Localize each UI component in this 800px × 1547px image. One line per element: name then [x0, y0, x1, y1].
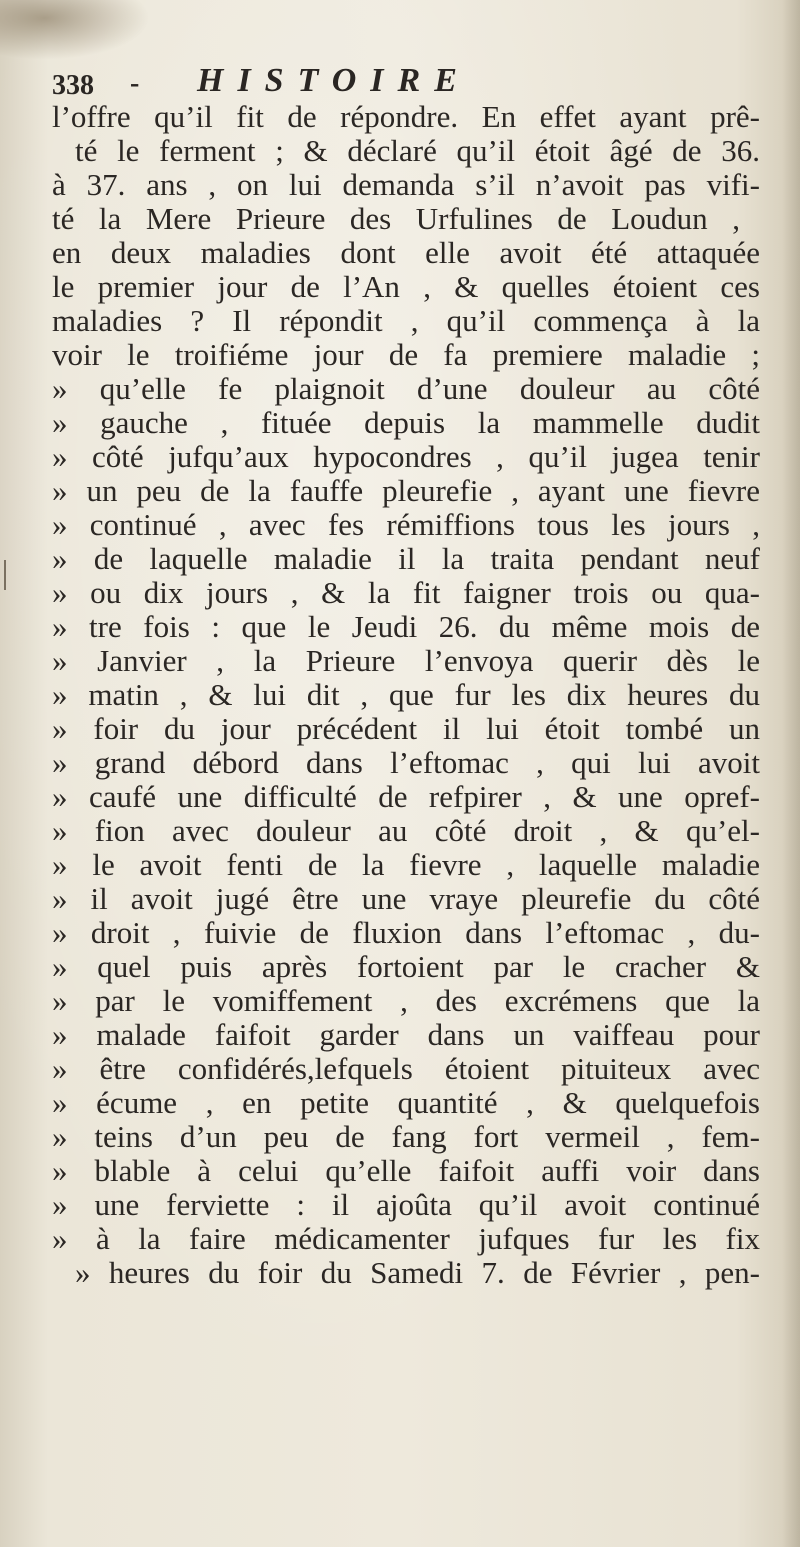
text-line: » par le vomiffement , des excrémens que la: [52, 983, 760, 1018]
header-dash: -: [130, 68, 140, 99]
text-line: » gauche , fituée depuis la mammelle dudit: [52, 405, 760, 440]
margin-mark: [4, 560, 6, 590]
text-line: » le avoit fenti de la fievre , laquelle maladie: [52, 847, 760, 882]
running-title: HISTOIRE: [197, 62, 471, 99]
text-line: » matin , & lui dit , que fur les dix heures du: [52, 677, 760, 712]
text-line: » il avoit jugé être une vraye pleurefie du côté: [52, 881, 760, 916]
text-line: té le ferment ; & déclaré qu’il étoit âgé de 36.: [75, 133, 760, 168]
text-line: » qu’elle fe plaignoit d’une douleur au côté: [52, 371, 760, 406]
text-line: l’offre qu’il fit de répondre. En effet ayant prê-: [52, 99, 760, 134]
text-line: » grand débord dans l’eftomac , qui lui avoit: [52, 745, 760, 780]
page-edge-shadow: [782, 0, 800, 1547]
text-line: » de laquelle maladie il la traita pendant neuf: [52, 541, 760, 576]
text-line: le premier jour de l’An , & quelles étoient ces: [52, 269, 760, 304]
text-line: » fion avec douleur au côté droit , & qu’el-: [52, 813, 760, 848]
text-line: à 37. ans , on lui demanda s’il n’avoit pas vifi-: [52, 167, 760, 202]
text-line: » ou dix jours , & la fit faigner trois ou qua-: [52, 575, 760, 610]
text-line: » malade faifoit garder dans un vaiffeau pour: [52, 1017, 760, 1052]
text-line: » continué , avec fes rémiffions tous les jours ,: [52, 507, 760, 542]
text-line: » Janvier , la Prieure l’envoya querir dès le: [52, 643, 760, 678]
text-line: » heures du foir du Samedi 7. de Février , pen-: [75, 1255, 760, 1290]
text-line: » foir du jour précédent il lui étoit tombé un: [52, 711, 760, 746]
page-number: 338: [52, 70, 94, 101]
text-line: » côté jufqu’aux hypocondres , qu’il jugea tenir: [52, 439, 760, 474]
text-line: maladies ? Il répondit , qu’il commença à la: [52, 303, 760, 338]
text-line: en deux maladies dont elle avoit été attaquée: [52, 235, 760, 270]
text-line: té la Mere Prieure des Urfulines de Loudun ,: [52, 201, 740, 236]
text-line: » à la faire médicamenter jufques fur les fix: [52, 1221, 760, 1256]
text-line: » écume , en petite quantité , & quelquefois: [52, 1085, 760, 1120]
text-line: » caufé une difficulté de refpirer , & une opref-: [52, 779, 760, 814]
text-line: » droit , fuivie de fluxion dans l’eftomac , du-: [52, 915, 760, 950]
text-line: » blable à celui qu’elle faifoit auffi voir dans: [52, 1153, 760, 1188]
text-line: » teins d’un peu de fang fort vermeil , fem-: [52, 1119, 760, 1154]
text-line: » une ferviette : il ajoûta qu’il avoit continué: [52, 1187, 760, 1222]
text-line: » quel puis après fortoient par le cracher &: [52, 949, 760, 984]
text-line: voir le troifiéme jour de fa premiere maladie ;: [52, 337, 760, 372]
ink-smudge: [0, 0, 150, 60]
text-line: » un peu de la fauffe pleurefie , ayant une fievre: [52, 473, 760, 508]
text-line: » tre fois : que le Jeudi 26. du même mois de: [52, 609, 760, 644]
text-line: » être confidérés,lefquels étoient pituiteux avec: [52, 1051, 760, 1086]
